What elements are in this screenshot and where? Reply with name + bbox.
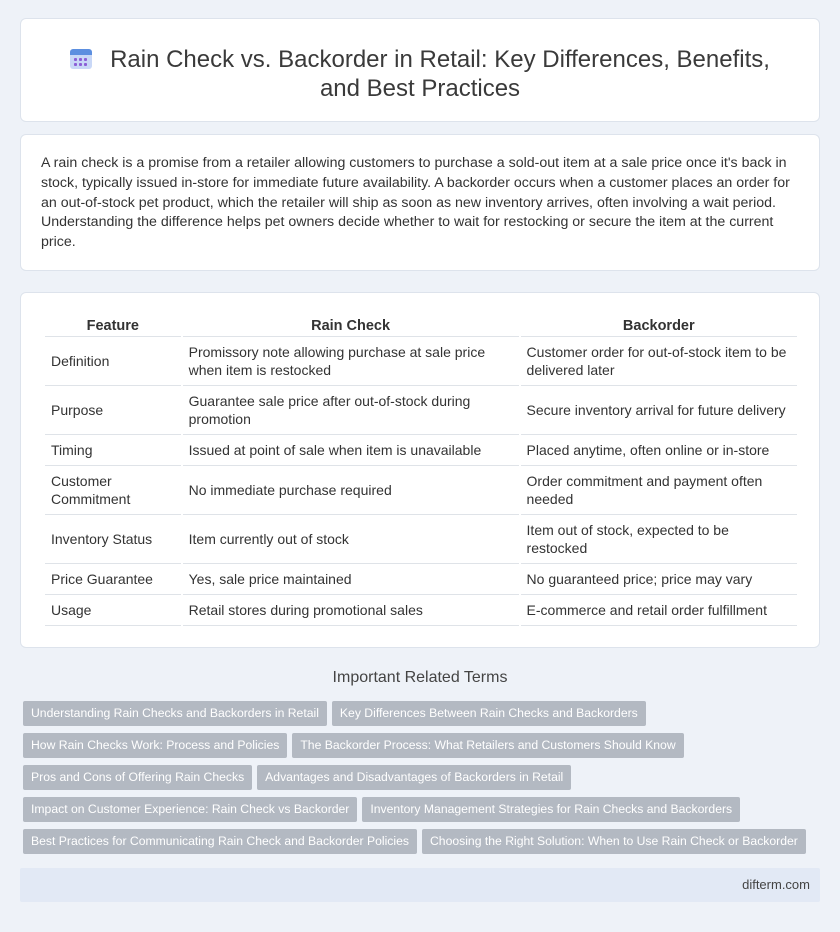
rain-check-cell: Yes, sale price maintained [183,564,519,595]
feature-cell: Definition [45,337,181,386]
table-row [45,515,797,564]
footer [20,868,820,902]
backorder-cell: No guaranteed price; price may vary [521,564,797,595]
related-term-tag[interactable]: Choosing the Right Solution: When to Use Rain Check or Backorder [422,829,806,854]
rain-check-cell: Retail stores during promotional sales [183,595,519,626]
calendar-icon [70,47,92,69]
rain-check-cell: Item currently out of stock [183,515,519,564]
related-term-tag[interactable]: Inventory Management Strategies for Rain Checks and Backorders [362,797,740,822]
comparison-table [43,317,799,626]
table-row [45,564,797,595]
rain-check-cell: Promissory note allowing purchase at sale price when item is restocked [183,337,519,386]
header-card [20,18,820,122]
backorder-cell: Placed anytime, often online or in-store [521,435,797,466]
feature-cell: Timing [45,435,181,466]
table-row [45,435,797,466]
feature-cell: Purpose [45,386,181,435]
comparison-table-card [20,292,820,648]
related-term-tag[interactable]: Pros and Cons of Offering Rain Checks [23,765,252,790]
table-row [45,386,797,435]
feature-cell: Inventory Status [45,515,181,564]
backorder-cell: Item out of stock, expected to be restocked [521,515,797,564]
table-row [45,466,797,515]
related-term-tag[interactable]: Key Differences Between Rain Checks and Backorders [332,701,646,726]
table-row [45,595,797,626]
related-term-tag[interactable]: How Rain Checks Work: Process and Policies [23,733,287,758]
header-backorder: Backorder [521,317,797,337]
related-terms-list [23,701,823,861]
intro-paragraph: A rain check is a promise from a retailer allowing customers to purchase a sold-out item at a sale price once it's back in stock, typically issued in-store for immediate future availability. A backorder occurs when a customer places an order for an out-of-stock pet product, which the retailer will ship as soon as new inventory arrives, often involving a wait period. Understanding the difference helps pet owners decide whether to wait for restocking or secure the item at the current price. [41,155,790,251]
related-term-tag[interactable]: Impact on Customer Experience: Rain Check vs Backorder [23,797,357,822]
related-terms-heading: Important Related Terms [332,669,508,686]
rain-check-cell: Guarantee sale price after out-of-stock during promotion [183,386,519,435]
intro-card [20,134,820,271]
table-header-row [45,317,797,337]
feature-cell: Price Guarantee [45,564,181,595]
backorder-cell: Order commitment and payment often needed [521,466,797,515]
backorder-cell: E-commerce and retail order fulfillment [521,595,797,626]
related-term-tag[interactable]: The Backorder Process: What Retailers and Customers Should Know [292,733,683,758]
footer-site-link[interactable]: difterm.com [742,877,810,892]
table-row [45,337,797,386]
page-title [21,45,819,103]
related-term-tag[interactable]: Advantages and Disadvantages of Backorders in Retail [257,765,571,790]
page-title-text: Rain Check vs. Backorder in Retail: Key Differences, Benefits, and Best Practices [110,46,770,102]
related-term-tag[interactable]: Best Practices for Communicating Rain Check and Backorder Policies [23,829,417,854]
related-term-tag[interactable]: Understanding Rain Checks and Backorders in Retail [23,701,327,726]
backorder-cell: Secure inventory arrival for future delivery [521,386,797,435]
rain-check-cell: Issued at point of sale when item is unavailable [183,435,519,466]
feature-cell: Usage [45,595,181,626]
backorder-cell: Customer order for out-of-stock item to be delivered later [521,337,797,386]
rain-check-cell: No immediate purchase required [183,466,519,515]
header-rain-check: Rain Check [183,317,519,337]
header-feature: Feature [45,317,181,337]
feature-cell: Customer Commitment [45,466,181,515]
